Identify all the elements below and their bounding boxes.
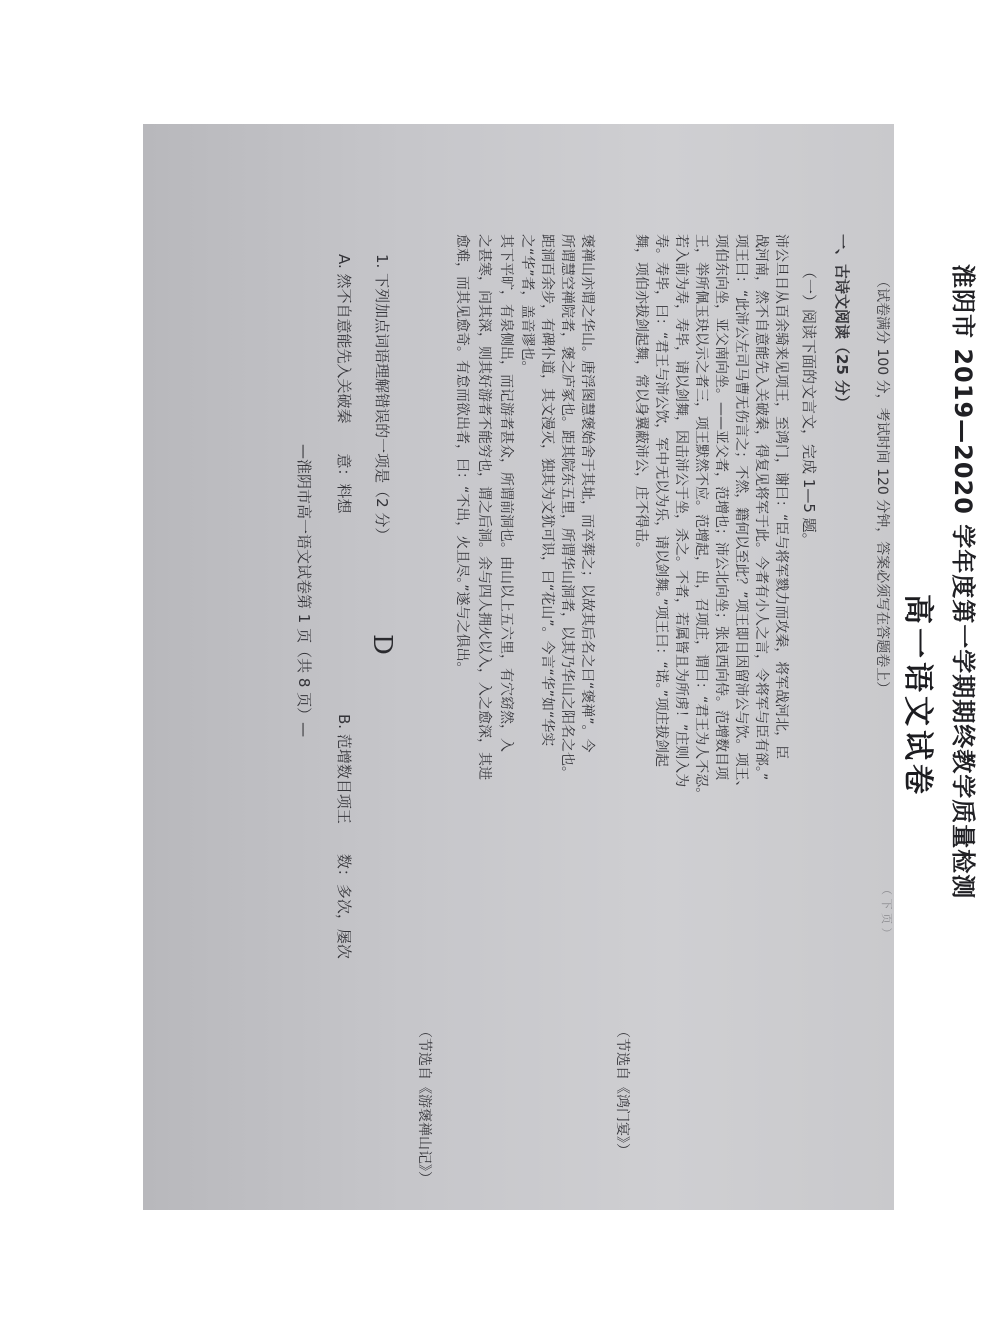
page-title: 淮阴市 2019—2020 学年度第一学期期终教学质量检测 bbox=[949, 264, 977, 900]
passage-line: 所谓慧空禅院者，褒之庐冢也。距其院东五里，所谓华山洞者，以其乃华山之阳名之也。 bbox=[559, 234, 575, 780]
section-heading: 一、古诗文阅读（25 分） bbox=[833, 234, 851, 411]
sub-heading: （一）阅读下面的文言文，完成 1—5 题。 bbox=[800, 264, 818, 548]
passage-line: 愈难，而其见愈奇。有怠而欲出者，曰：“不出，火且尽。”遂与之俱出。 bbox=[454, 234, 470, 676]
question-1-option-a: A. 然不自意能先入关破秦 意：料想 bbox=[335, 254, 353, 514]
passage-line: 舞，项伯亦拔剑起舞，常以身翼蔽沛公，庄不得击。 bbox=[633, 234, 649, 556]
passage-baochan-2 bbox=[451, 234, 517, 1184]
exam-note: （试卷满分 100 分，考试时间 120 分钟，答案必须写在答题卷上） bbox=[874, 274, 890, 696]
passage-line: 之“华”者，盖音谬也。 bbox=[519, 234, 535, 375]
passage-line: 距洞百余步，有碑仆道，其文漫灭，独其为文犹可识，曰“花山”。今言“华”如“华实 bbox=[539, 234, 555, 747]
page-footer: —淮阴市高一语文试卷第 1 页（共 8 页）— bbox=[295, 444, 313, 738]
passage-hongmen bbox=[631, 234, 791, 1184]
question-1-stem: 1. 下列加点词语理解错误的一项是（2 分） bbox=[373, 254, 391, 543]
exam-name: 高一语文试卷 bbox=[900, 594, 935, 798]
passage-line: 项伯东向坐，亚父南向坐。——亚父者，范增也；沛公北向坐；张良西向侍。范增数目项 bbox=[713, 234, 729, 780]
passage-line: 褒禅山亦谓之华山。唐浮图慧褒始舍于其址，而卒葬之；以故其后名之曰“褒禅”。今 bbox=[579, 234, 595, 753]
rotated-text-block bbox=[283, 234, 983, 1185]
passage-line: 项王曰：“此沛公左司马曹无伤言之；不然，籍何以至此？”项王即日因留沛公与饮。项王、 bbox=[733, 234, 749, 795]
handwritten-answer-mark: D bbox=[367, 634, 397, 655]
passage-line: 沛公旦日从百余骑来见项王，至鸿门，谢曰：“臣与将军戮力而攻秦，将军战河北，臣 bbox=[773, 234, 789, 760]
passage-line: 战河南，然不自意能先入关破秦，得复见将军于此。今者有小人之言，令将军与臣有郤。” bbox=[753, 234, 769, 781]
passage-line: 其下平旷，有泉侧出，而记游者甚众，所谓前洞也。由山以上五六里，有穴窈然，入 bbox=[498, 234, 514, 752]
passage-line: 若入前为寿，寿毕，请以剑舞，因击沛公于坐，杀之。不者，若属皆且为所虏！”庄则入为 bbox=[673, 234, 689, 788]
passage-baochan bbox=[517, 234, 597, 1184]
side-mark: （ 下 页 ） bbox=[880, 884, 893, 939]
source-hongmen: （节选自《鸿门宴》） bbox=[614, 1024, 630, 1157]
passage-line: 寿。寿毕，曰：“君王与沛公饮，军中无以为乐，请以剑舞。”项王曰：“诺。”项庄拔剑起 bbox=[653, 234, 669, 768]
source-baochan: （节选自《游褒禅山记》） bbox=[416, 1024, 432, 1185]
passage-line: 王，举所佩玉玦以示之者三，项王默然不应。范增起，出，召项庄，谓曰：“君王为人不忍。 bbox=[693, 234, 709, 802]
question-1-option-b: B. 范增数目项王 数：多次，屡次 bbox=[335, 714, 353, 959]
passage-line: 之甚寒，问其深，则其好游者不能穷也，谓之后洞。余与四人拥火以入，入之愈深，其进 bbox=[476, 234, 492, 780]
exam-paper-photo bbox=[143, 124, 977, 1210]
